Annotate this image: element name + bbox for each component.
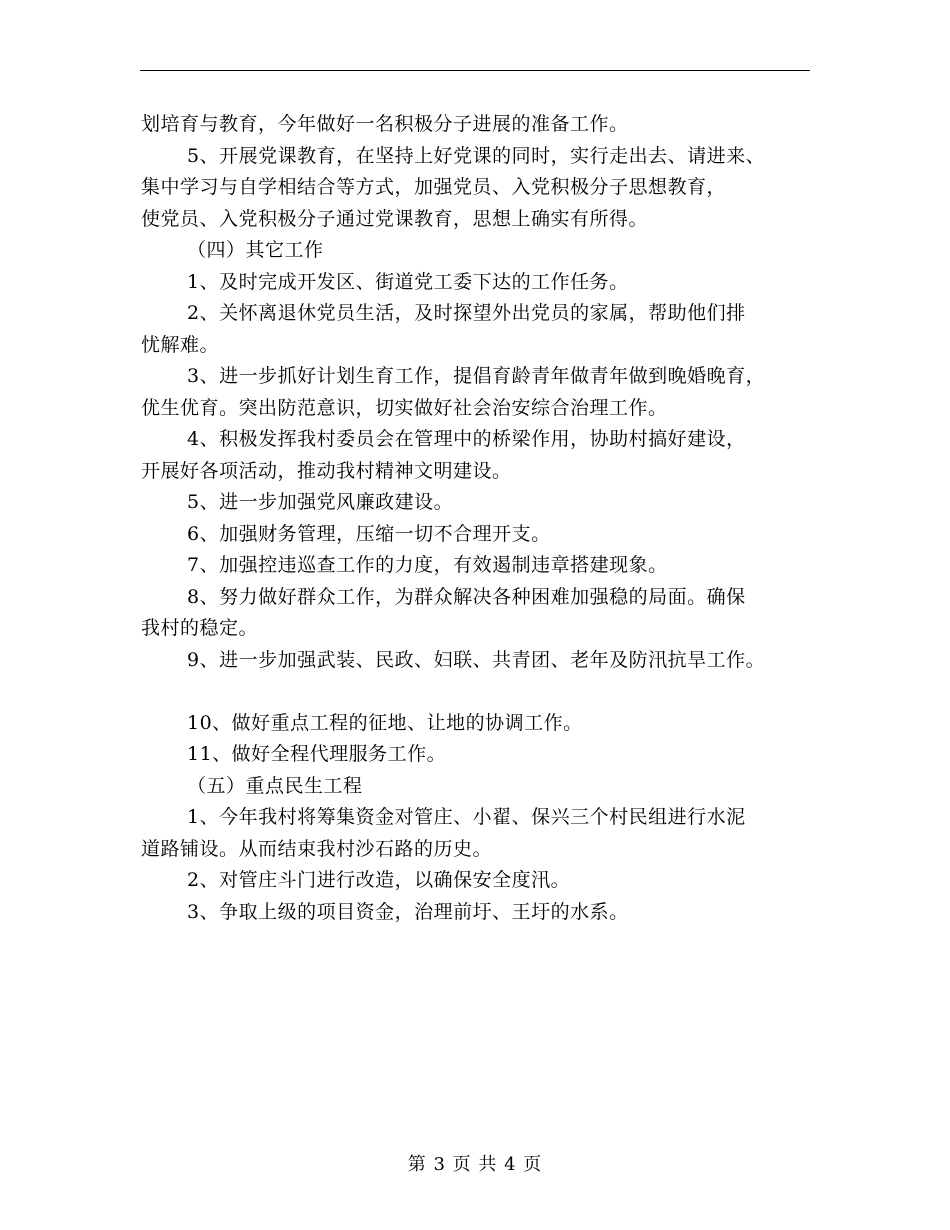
body-line: 7、加强控违巡查工作的力度，有效遏制违章搭建现象。 <box>187 554 668 576</box>
body-line: 11、做好全程代理服务工作。 <box>187 743 447 765</box>
body-line: 开展好各项活动，推动我村精神文明建设。 <box>141 459 512 482</box>
body-line: 10、做好重点工程的征地、让地的协调工作。 <box>187 711 583 734</box>
body-line: 3、争取上级的项目资金，治理前圩、王圩的水系。 <box>187 900 629 923</box>
section-heading: （五）重点民生工程 <box>187 774 363 797</box>
body-line: 划培育与教育，今年做好一名积极分子进展的准备工作。 <box>141 113 629 135</box>
body-line: 8、努力做好群众工作，为群众解决各种困难加强稳的局面。确保 <box>187 585 746 608</box>
body-line: 我村的稳定。 <box>141 617 259 639</box>
body-line: 道路铺设。从而结束我村沙石路的历史。 <box>141 837 493 860</box>
body-line: 9、进一步加强武装、民政、妇联、共青团、老年及防汛抗旱工作。 <box>187 648 766 671</box>
body-line: 优生优育。突出防范意识，切实做好社会治安综合治理工作。 <box>141 396 668 419</box>
body-line: 6、加强财务管理，压缩一切不合理开支。 <box>187 522 551 545</box>
header-rule <box>140 70 810 71</box>
body-line: 2、对管庄斗门进行改造，以确保安全度汛。 <box>187 869 571 891</box>
page-number: 第 3 页 共 4 页 <box>407 1154 543 1175</box>
body-line: 3、进一步抓好计划生育工作，提倡育龄青年做青年做到晚婚晚育， <box>187 365 766 387</box>
body-line: 5、进一步加强党风廉政建设。 <box>187 491 454 513</box>
body-line: 集中学习与自学相结合等方式，加强党员、入党积极分子思想教育， <box>141 176 727 198</box>
body-line: 2、关怀离退休党员生活，及时探望外出党员的家属，帮助他们排 <box>187 302 746 324</box>
section-heading: （四）其它工作 <box>187 239 324 261</box>
blank-line <box>141 676 831 708</box>
body-line: 使党员、入党积极分子通过党课教育，思想上确实有所得。 <box>141 207 649 230</box>
body-line: 4、积极发挥我村委员会在管理中的桥梁作用，协助村搞好建设， <box>187 428 746 450</box>
body-line: 1、及时完成开发区、街道党工委下达的工作任务。 <box>187 270 629 293</box>
body-line: 1、今年我村将筹集资金对管庄、小翟、保兴三个村民组进行水泥 <box>187 806 746 828</box>
body-line: 5、开展党课教育，在坚持上好党课的同时，实行走出去、请进来、 <box>187 144 766 167</box>
document-body <box>141 109 831 928</box>
body-line: 忧解难。 <box>141 333 220 356</box>
